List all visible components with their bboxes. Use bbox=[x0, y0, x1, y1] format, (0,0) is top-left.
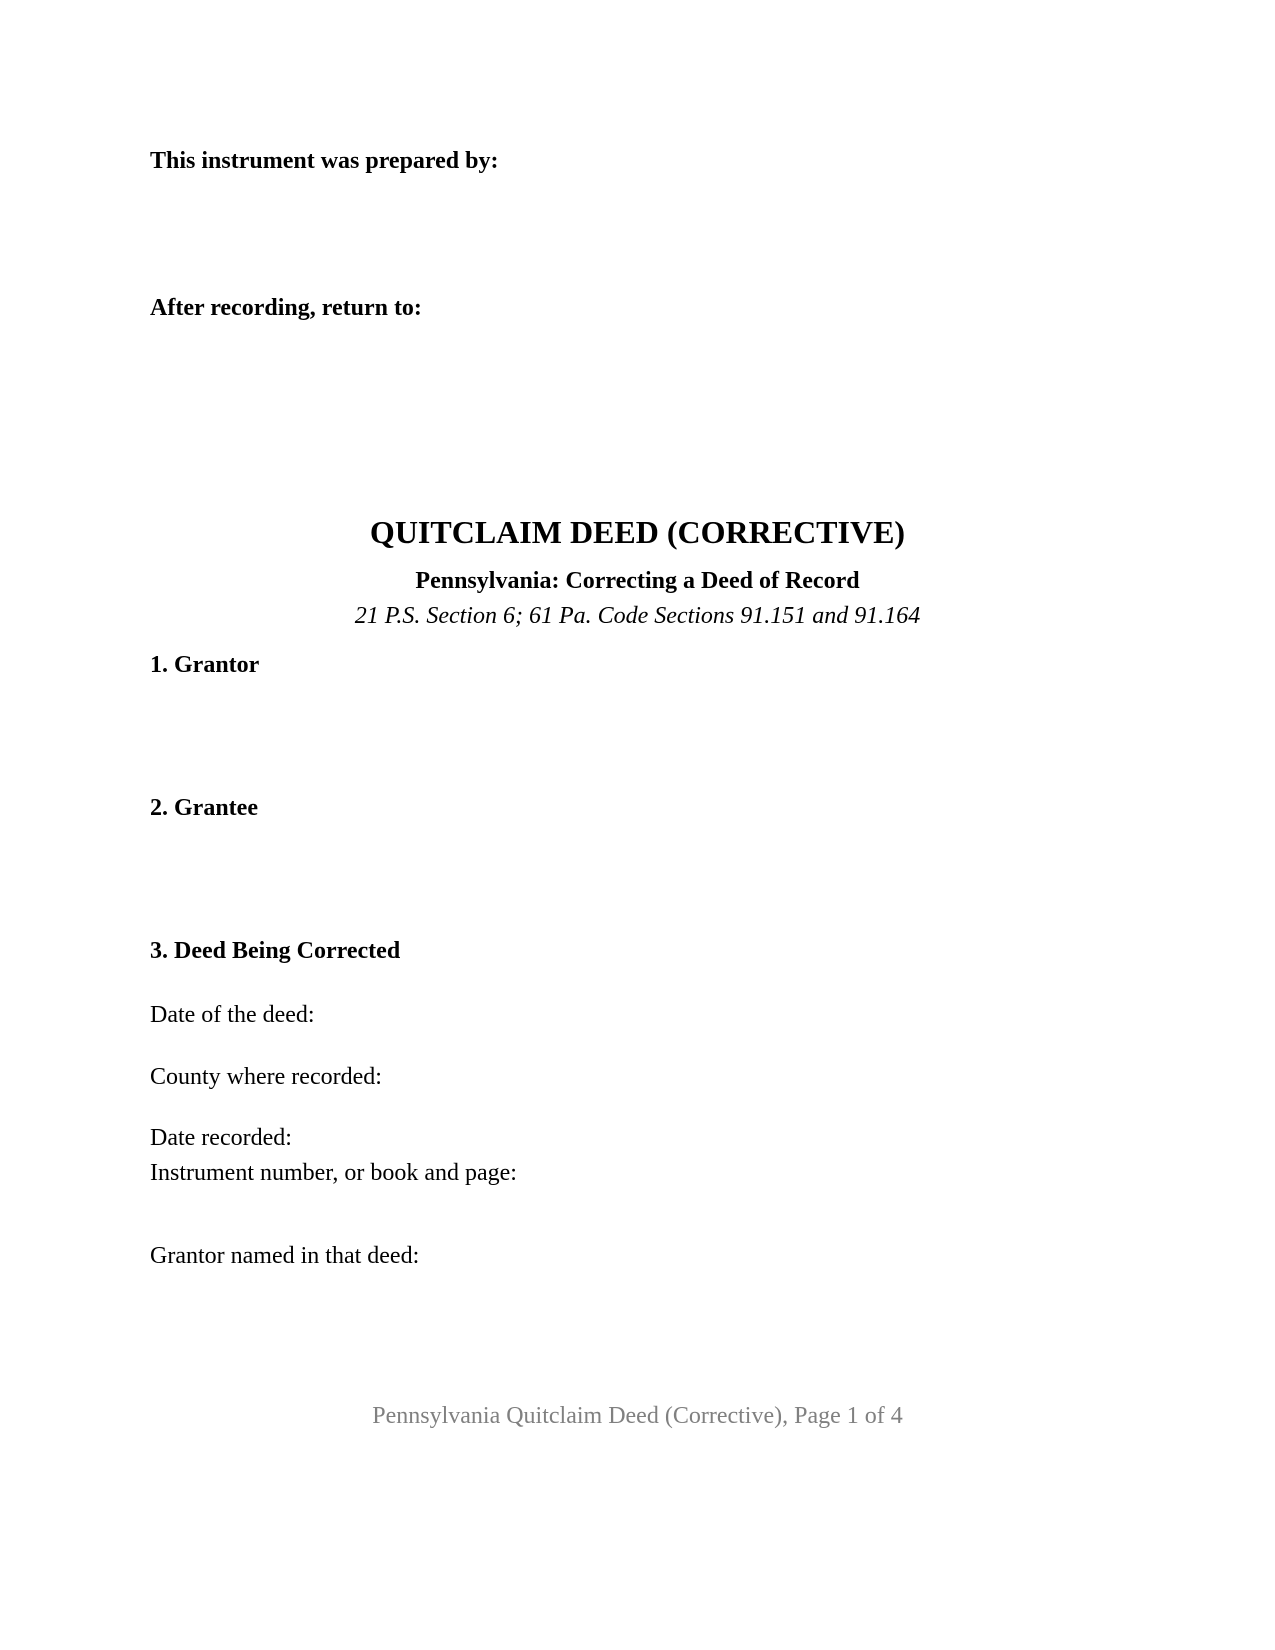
document-title: QUITCLAIM DEED (CORRECTIVE) bbox=[369, 514, 906, 550]
instrument-number-label: Instrument number, or book and page: bbox=[150, 1160, 517, 1186]
page-footer: Pennsylvania Quitclaim Deed (Corrective), Page 1 of 4 bbox=[372, 1403, 903, 1429]
prepared-by-label: This instrument was prepared by: bbox=[150, 148, 499, 174]
section-deed-corrected-heading: 3. Deed Being Corrected bbox=[150, 938, 401, 964]
county-recorded-label: County where recorded: bbox=[150, 1064, 382, 1090]
return-to-label: After recording, return to: bbox=[150, 295, 422, 321]
document-subtitle: Pennsylvania: Correcting a Deed of Record bbox=[415, 568, 860, 594]
section-grantor-heading: 1. Grantor bbox=[150, 652, 260, 678]
grantor-named-label: Grantor named in that deed: bbox=[150, 1243, 420, 1269]
date-recorded-label: Date recorded: bbox=[150, 1125, 292, 1151]
date-of-deed-label: Date of the deed: bbox=[150, 1002, 315, 1028]
section-grantee-heading: 2. Grantee bbox=[150, 795, 258, 821]
statute-citation: 21 P.S. Section 6; 61 Pa. Code Sections 91.151 and 91.164 bbox=[354, 603, 921, 629]
